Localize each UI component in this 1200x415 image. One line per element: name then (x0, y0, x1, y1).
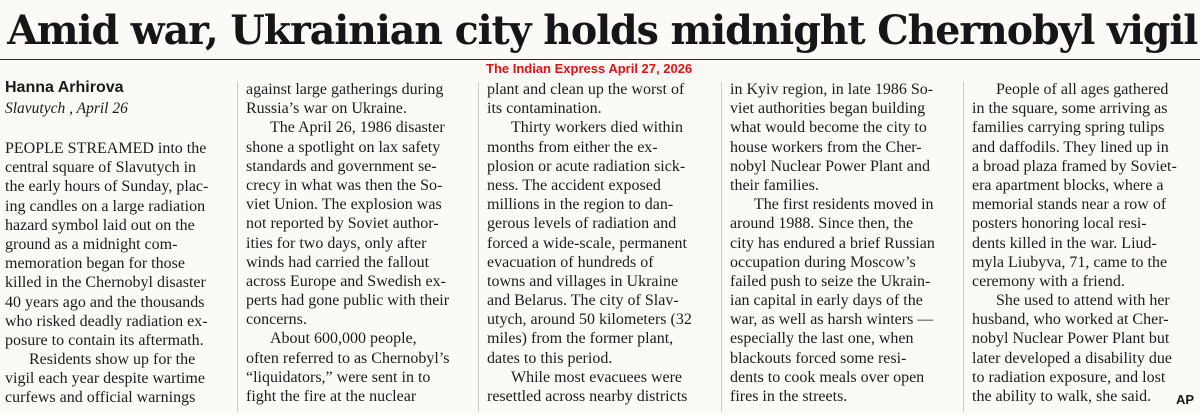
text-line: She used to attend with her (972, 292, 1170, 310)
text-line: families carrying spring tulips (972, 119, 1165, 137)
headline-rule (0, 59, 1200, 60)
text-line: city has endured a brief Russian (730, 234, 935, 252)
headline: Amid war, Ukrainian city holds midnight Chernobyl vigil (7, 7, 1198, 54)
text-line: plosion or acute radiation sick- (487, 157, 686, 175)
article-column-2 (246, 80, 468, 406)
text-line: the ability to walk, she said. (972, 388, 1152, 405)
text-line: especially the last one, when (730, 330, 914, 348)
text-line: a broad plaza framed by Soviet- (972, 157, 1177, 175)
text-line: standards and government se- (246, 157, 437, 175)
text-line: ness. The accident exposed (487, 176, 661, 194)
text-line: who risked deadly radiation ex- (5, 312, 208, 330)
text-line: and daffodils. They lined up in (972, 138, 1169, 156)
text-line: Residents show up for the (5, 351, 196, 369)
article-column-1 (5, 139, 226, 408)
text-line: what would become the city to (730, 119, 927, 137)
text-line: About 600,000 people, (246, 330, 417, 348)
text-line: their families. (730, 176, 819, 194)
text-line: towns and villages in Ukraine (487, 272, 679, 290)
text-line: crecy in what was then the So- (246, 176, 443, 194)
article-column-3 (487, 80, 711, 406)
text-line: dates to this period. (487, 349, 613, 367)
text-line: ground as a midnight com- (5, 235, 178, 253)
article-column-5 (972, 80, 1194, 406)
text-line: The first residents moved in (730, 196, 934, 214)
text-line: later developed a disability due (972, 349, 1172, 367)
text-line: dents to cook meals over open (730, 368, 925, 386)
text-line: hazard symbol laid out on the (5, 216, 195, 234)
publication-stamp: The Indian Express April 27, 2026 (486, 61, 693, 76)
text-line: plant and clean up the worst of (487, 81, 685, 98)
text-line: evacuation of hundreds of (487, 253, 654, 271)
text-line: failed push to seize the Ukrain- (730, 272, 931, 290)
text-line: concerns. (246, 311, 307, 329)
text-line: While most evacuees were (487, 368, 683, 386)
agency-credit: AP (1176, 392, 1195, 407)
text-line: months from either the ex- (487, 138, 658, 156)
text-line: in Kyiv region, in late 1986 So- (730, 81, 934, 98)
column-divider (963, 82, 964, 412)
text-line: posters honoring local resi- (972, 215, 1147, 233)
column-divider (478, 82, 479, 412)
text-line: viet authorities began building (730, 100, 926, 118)
text-line: The April 26, 1986 disaster (246, 119, 445, 137)
byline-author: Hanna Arhirova (5, 79, 124, 96)
article-column-4 (730, 80, 954, 406)
text-line: nobyl Nuclear Power Plant and (730, 157, 930, 175)
text-line: shone a spotlight on lax safety (246, 138, 441, 156)
text-line: often referred to as Chernobyl’s (246, 349, 450, 367)
text-line: vigil each year despite wartime (5, 370, 205, 388)
text-line: in the square, some arriving as (972, 100, 1168, 118)
text-line: People of all ages gathered (972, 81, 1169, 98)
text-line: dents killed in the war. Liud- (972, 234, 1157, 252)
column-divider (721, 82, 722, 412)
text-line: resettled across nearby districts (487, 388, 688, 405)
text-line: around 1988. Since then, the (730, 215, 914, 233)
text-line: “liquidators,” were sent in to (246, 368, 431, 386)
column-divider (237, 82, 238, 412)
text-line: viet Union. The explosion was (246, 196, 442, 214)
text-line: killed in the Chernobyl disaster (5, 274, 206, 292)
text-line: fires in the streets. (730, 388, 848, 405)
text-line: occupation during Moscow’s (730, 253, 916, 271)
text-line: winds had carried the fallout (246, 253, 430, 271)
text-line: memorial stands near a row of (972, 196, 1167, 214)
text-line: blackouts forced some resi- (730, 349, 907, 367)
text-line: across Europe and Swedish ex- (246, 272, 446, 290)
text-line: to radiation exposure, and lost (972, 368, 1166, 386)
text-line: not reported by Soviet author- (246, 215, 439, 233)
text-line: central square of Slavutych in (5, 159, 197, 177)
text-line: nobyl Nuclear Power Plant but (972, 330, 1170, 348)
text-line: Russia’s war on Ukraine. (246, 100, 407, 118)
text-line: gerous levels of radiation and (487, 215, 677, 233)
text-line: and Belarus. The city of Slav- (487, 292, 679, 310)
text-line: PEOPLE STREAMED into the (5, 140, 207, 157)
text-line: fight the fire at the nuclear (246, 388, 417, 405)
text-line: posure to contain its aftermath. (5, 331, 204, 349)
text-line: memoration began for those (5, 255, 185, 273)
text-line: the early hours of Sunday, plac- (5, 178, 209, 196)
text-line: utych, around 50 kilometers (32 (487, 311, 692, 329)
text-line: against large gatherings during (246, 81, 444, 98)
text-line: ing candles on a large radiation (5, 197, 206, 215)
text-line: myla Liubyva, 71, came to the (972, 253, 1168, 271)
text-line: house workers from the Cher- (730, 138, 922, 156)
text-line: its contamination. (487, 100, 602, 118)
text-line: miles) from the former plant, (487, 330, 674, 348)
text-line: ian capital in early days of the (730, 292, 923, 310)
text-line: era apartment blocks, where a (972, 176, 1164, 194)
text-line: ities for two days, only after (246, 234, 427, 252)
text-line: perts had gone public with their (246, 292, 450, 310)
text-line: war, as well as harsh winters — (730, 311, 934, 329)
text-line: 40 years ago and the thousands (5, 293, 205, 311)
text-line: husband, who worked at Cher- (972, 311, 1169, 329)
text-line: forced a wide-scale, permanent (487, 234, 687, 252)
text-line: ceremony with a friend. (972, 272, 1125, 290)
byline-dateline: Slavutych , April 26 (5, 100, 128, 117)
text-line: Thirty workers died within (487, 119, 683, 137)
text-line: curfews and official warnings (5, 389, 196, 407)
text-line: millions in the region to dan- (487, 196, 674, 214)
